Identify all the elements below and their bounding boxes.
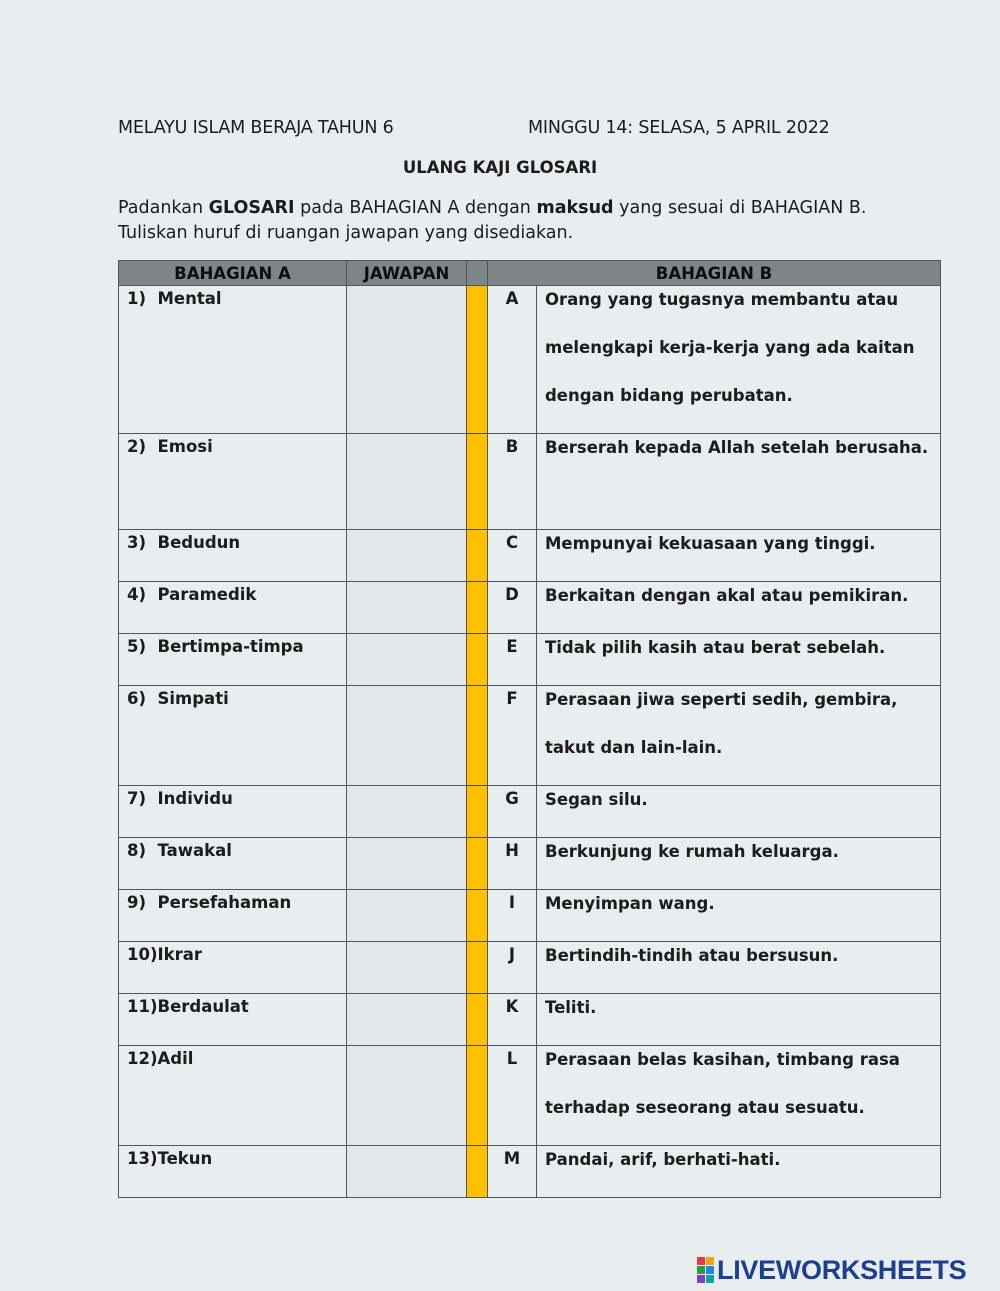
bahagian-b-letter: I	[488, 890, 537, 942]
answer-field[interactable]	[347, 686, 467, 786]
separator-column	[467, 942, 488, 994]
table-row	[119, 1146, 941, 1198]
page-title: ULANG KAJI GLOSARI	[402, 158, 598, 177]
answer-field[interactable]	[347, 994, 467, 1046]
bahagian-b-letter: G	[488, 786, 537, 838]
liveworksheets-logo-icon	[697, 1257, 714, 1283]
table-row	[119, 286, 941, 434]
instructions-bold-1: GLOSARI	[208, 198, 295, 218]
instructions-text-3: yang sesuai di BAHAGIAN B. Tuliskan huruf di ruangan jawapan yang disediakan.	[118, 198, 867, 243]
bahagian-a-term: 3) Bedudun	[119, 530, 347, 582]
instructions-bold-2: maksud	[536, 198, 614, 218]
answer-field[interactable]	[347, 890, 467, 942]
bahagian-b-meaning-text: Pandai, arif, berhati-hati.	[545, 1150, 781, 1169]
header-subject: MELAYU ISLAM BERAJA TAHUN 6	[118, 118, 394, 138]
header-bahagian-a: BAHAGIAN A	[119, 261, 347, 286]
table-row	[119, 686, 941, 786]
separator-column	[467, 786, 488, 838]
bahagian-b-meaning	[537, 1146, 941, 1198]
separator-column	[467, 530, 488, 582]
answer-field[interactable]	[347, 530, 467, 582]
bahagian-b-meaning-text: Segan silu.	[545, 790, 648, 809]
bahagian-b-meaning-text: Perasaan jiwa seperti sedih, gembira, takut dan lain-lain.	[545, 690, 898, 757]
separator-column	[467, 582, 488, 634]
separator-column	[467, 838, 488, 890]
answer-field[interactable]	[347, 434, 467, 530]
bahagian-b-meaning	[537, 1046, 941, 1146]
separator-column	[467, 686, 488, 786]
bahagian-b-letter: L	[488, 1046, 537, 1146]
bahagian-b-meaning-text: Mempunyai kekuasaan yang tinggi.	[545, 534, 876, 553]
bahagian-a-term: 6) Simpati	[119, 686, 347, 786]
bahagian-b-meaning-text: Berkunjung ke rumah keluarga.	[545, 842, 839, 861]
bahagian-a-term: 4) Paramedik	[119, 582, 347, 634]
bahagian-b-letter: E	[488, 634, 537, 686]
bahagian-a-term: 2) Emosi	[119, 434, 347, 530]
bahagian-b-meaning	[537, 686, 941, 786]
answer-field[interactable]	[347, 582, 467, 634]
bahagian-a-term: 9) Persefahaman	[119, 890, 347, 942]
table-row	[119, 434, 941, 530]
separator-column	[467, 634, 488, 686]
bahagian-b-meaning	[537, 434, 941, 530]
bahagian-b-letter: D	[488, 582, 537, 634]
separator-column	[467, 1046, 488, 1146]
separator-column	[467, 890, 488, 942]
bahagian-b-letter: J	[488, 942, 537, 994]
logo-square	[697, 1257, 705, 1265]
bahagian-b-letter: M	[488, 1146, 537, 1198]
liveworksheets-logo-text: LIVEWORKSHEETS	[717, 1254, 967, 1285]
glossary-table	[118, 260, 941, 1198]
logo-square	[706, 1275, 714, 1283]
bahagian-a-term: 7) Individu	[119, 786, 347, 838]
bahagian-b-meaning-text: Orang yang tugasnya membantu atau melengkapi kerja-kerja yang ada kaitan dengan bidang perubatan.	[545, 290, 915, 405]
logo-square	[697, 1275, 705, 1283]
separator-column	[467, 1146, 488, 1198]
bahagian-a-term: 10)Ikrar	[119, 942, 347, 994]
bahagian-a-term: 8) Tawakal	[119, 838, 347, 890]
answer-field[interactable]	[347, 786, 467, 838]
bahagian-b-meaning-text: Bertindih-tindih atau bersusun.	[545, 946, 839, 965]
header-jawapan: JAWAPAN	[347, 261, 467, 286]
bahagian-a-term: 5) Bertimpa-timpa	[119, 634, 347, 686]
bahagian-b-letter: B	[488, 434, 537, 530]
answer-field[interactable]	[347, 942, 467, 994]
table-row	[119, 1046, 941, 1146]
instructions	[118, 196, 878, 246]
bahagian-b-meaning-text: Berkaitan dengan akal atau pemikiran.	[545, 586, 909, 605]
bahagian-b-letter: F	[488, 686, 537, 786]
bahagian-b-meaning	[537, 286, 941, 434]
bahagian-a-term: 12)Adil	[119, 1046, 347, 1146]
bahagian-b-meaning-text: Menyimpan wang.	[545, 894, 715, 913]
bahagian-b-meaning-text: Tidak pilih kasih atau berat sebelah.	[545, 638, 886, 657]
answer-field[interactable]	[347, 1146, 467, 1198]
answer-field[interactable]	[347, 634, 467, 686]
instructions-text-2: pada BAHAGIAN A dengan	[294, 198, 537, 218]
bahagian-a-term: 1) Mental	[119, 286, 347, 434]
header-date: MINGGU 14: SELASA, 5 APRIL 2022	[528, 118, 830, 138]
liveworksheets-logo	[697, 1254, 966, 1286]
bahagian-b-meaning-text: Perasaan belas kasihan, timbang rasa terhadap seseorang atau sesuatu.	[545, 1050, 900, 1117]
bahagian-b-meaning-text: Berserah kepada Allah setelah berusaha.	[545, 438, 929, 457]
logo-square	[706, 1257, 714, 1265]
answer-field[interactable]	[347, 838, 467, 890]
answer-field[interactable]	[347, 286, 467, 434]
separator-column	[467, 286, 488, 434]
separator-column	[467, 434, 488, 530]
bahagian-b-letter: C	[488, 530, 537, 582]
bahagian-b-meaning-text: Teliti.	[545, 998, 597, 1017]
logo-square	[706, 1266, 714, 1274]
logo-square	[697, 1266, 705, 1274]
header-bahagian-b: BAHAGIAN B	[488, 261, 941, 286]
bahagian-a-term: 13)Tekun	[119, 1146, 347, 1198]
instructions-text-1: Padankan	[118, 198, 209, 218]
answer-field[interactable]	[347, 1046, 467, 1146]
bahagian-b-letter: H	[488, 838, 537, 890]
separator-column	[467, 994, 488, 1046]
bahagian-a-term: 11)Berdaulat	[119, 994, 347, 1046]
bahagian-b-letter: K	[488, 994, 537, 1046]
bahagian-b-letter: A	[488, 286, 537, 434]
separator-column	[467, 261, 488, 286]
